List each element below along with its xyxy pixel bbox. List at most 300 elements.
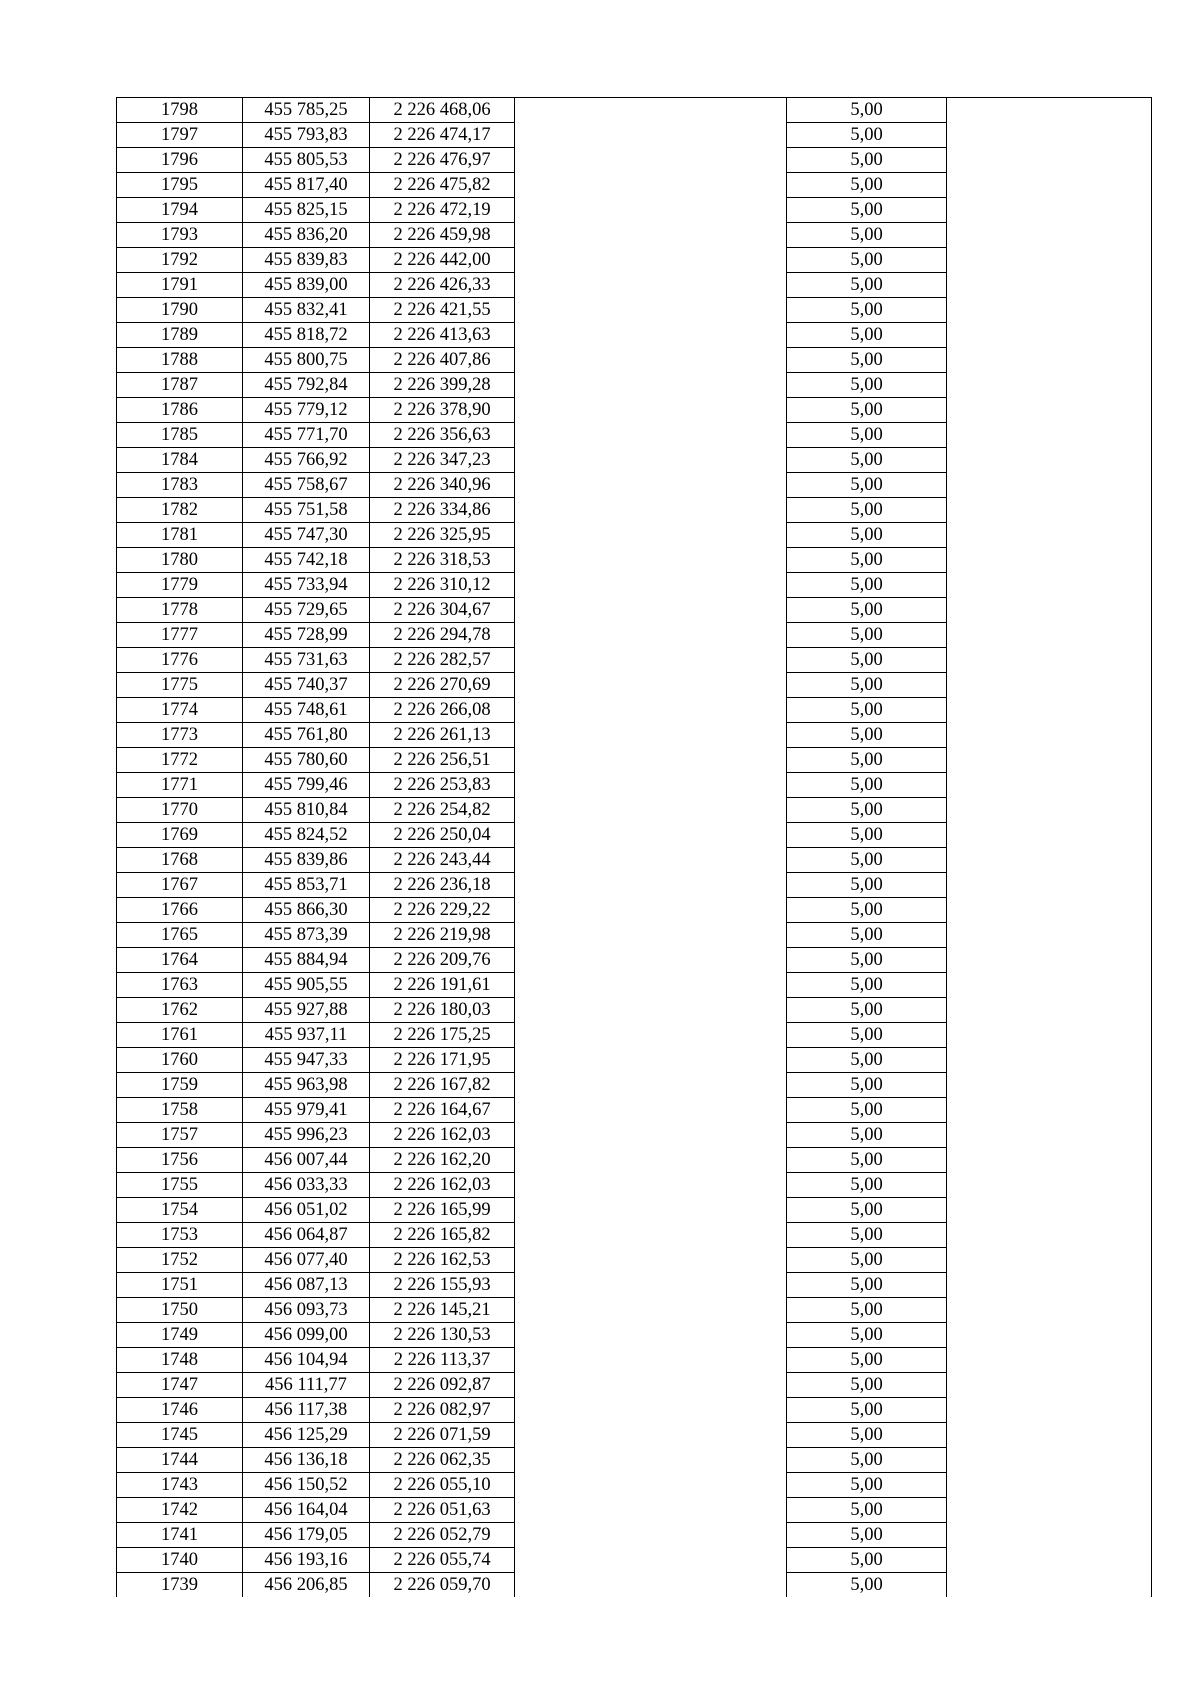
- empty-cell: [947, 523, 1152, 548]
- y-coordinate-cell: 2 226 175,25: [370, 1023, 515, 1048]
- table-row: [117, 498, 1152, 523]
- value-cell: 5,00: [787, 1223, 947, 1248]
- empty-cell: [515, 523, 787, 548]
- empty-cell: [515, 373, 787, 398]
- table-row: [117, 1498, 1152, 1523]
- empty-cell: [947, 1248, 1152, 1273]
- y-coordinate-cell: 2 226 413,63: [370, 323, 515, 348]
- empty-cell: [515, 848, 787, 873]
- x-coordinate-cell: 455 947,33: [243, 1048, 370, 1073]
- empty-cell: [947, 423, 1152, 448]
- table-row: [117, 1573, 1152, 1598]
- empty-cell: [947, 1148, 1152, 1173]
- point-number-cell: 1774: [117, 698, 243, 723]
- empty-cell: [515, 323, 787, 348]
- y-coordinate-cell: 2 226 399,28: [370, 373, 515, 398]
- x-coordinate-cell: 456 064,87: [243, 1223, 370, 1248]
- empty-cell: [947, 398, 1152, 423]
- table-row: [117, 1548, 1152, 1573]
- x-coordinate-cell: 456 007,44: [243, 1148, 370, 1173]
- value-cell: 5,00: [787, 673, 947, 698]
- value-cell: 5,00: [787, 1123, 947, 1148]
- table-row: [117, 948, 1152, 973]
- point-number-cell: 1794: [117, 198, 243, 223]
- point-number-cell: 1752: [117, 1248, 243, 1273]
- empty-cell: [515, 1423, 787, 1448]
- value-cell: 5,00: [787, 1298, 947, 1323]
- table-row: [117, 1023, 1152, 1048]
- value-cell: 5,00: [787, 398, 947, 423]
- y-coordinate-cell: 2 226 256,51: [370, 748, 515, 773]
- y-coordinate-cell: 2 226 340,96: [370, 473, 515, 498]
- point-number-cell: 1755: [117, 1173, 243, 1198]
- x-coordinate-cell: 456 179,05: [243, 1523, 370, 1548]
- y-coordinate-cell: 2 226 356,63: [370, 423, 515, 448]
- empty-cell: [515, 1473, 787, 1498]
- point-number-cell: 1765: [117, 923, 243, 948]
- y-coordinate-cell: 2 226 407,86: [370, 348, 515, 373]
- table-row: [117, 473, 1152, 498]
- table-row: [117, 1298, 1152, 1323]
- empty-cell: [947, 1473, 1152, 1498]
- empty-cell: [947, 973, 1152, 998]
- empty-cell: [947, 248, 1152, 273]
- empty-cell: [515, 248, 787, 273]
- point-number-cell: 1796: [117, 148, 243, 173]
- empty-cell: [947, 823, 1152, 848]
- x-coordinate-cell: 455 839,83: [243, 248, 370, 273]
- empty-cell: [947, 998, 1152, 1023]
- y-coordinate-cell: 2 226 162,53: [370, 1248, 515, 1273]
- y-coordinate-cell: 2 226 475,82: [370, 173, 515, 198]
- empty-cell: [947, 148, 1152, 173]
- table-row: [117, 448, 1152, 473]
- value-cell: 5,00: [787, 223, 947, 248]
- empty-cell: [947, 498, 1152, 523]
- table-row: [117, 1073, 1152, 1098]
- x-coordinate-cell: 455 866,30: [243, 898, 370, 923]
- value-cell: 5,00: [787, 798, 947, 823]
- empty-cell: [947, 1098, 1152, 1123]
- value-cell: 5,00: [787, 1473, 947, 1498]
- x-coordinate-cell: 455 825,15: [243, 198, 370, 223]
- x-coordinate-cell: 455 771,70: [243, 423, 370, 448]
- table-row: [117, 198, 1152, 223]
- table-row: [117, 1448, 1152, 1473]
- empty-cell: [515, 1198, 787, 1223]
- point-number-cell: 1750: [117, 1298, 243, 1323]
- table-row: [117, 223, 1152, 248]
- empty-cell: [515, 573, 787, 598]
- empty-cell: [515, 923, 787, 948]
- x-coordinate-cell: 456 051,02: [243, 1198, 370, 1223]
- x-coordinate-cell: 455 905,55: [243, 973, 370, 998]
- table-row: [117, 1173, 1152, 1198]
- y-coordinate-cell: 2 226 421,55: [370, 298, 515, 323]
- value-cell: 5,00: [787, 998, 947, 1023]
- empty-cell: [515, 1023, 787, 1048]
- table-row: [117, 1198, 1152, 1223]
- table-row: [117, 1123, 1152, 1148]
- table-row: [117, 1373, 1152, 1398]
- y-coordinate-cell: 2 226 180,03: [370, 998, 515, 1023]
- table-row: [117, 748, 1152, 773]
- empty-cell: [947, 373, 1152, 398]
- value-cell: 5,00: [787, 973, 947, 998]
- x-coordinate-cell: 455 728,99: [243, 623, 370, 648]
- empty-cell: [947, 1323, 1152, 1348]
- empty-cell: [947, 1073, 1152, 1098]
- empty-cell: [947, 273, 1152, 298]
- point-number-cell: 1768: [117, 848, 243, 873]
- value-cell: 5,00: [787, 1523, 947, 1548]
- empty-cell: [515, 1298, 787, 1323]
- point-number-cell: 1754: [117, 1198, 243, 1223]
- y-coordinate-cell: 2 226 092,87: [370, 1373, 515, 1398]
- value-cell: 5,00: [787, 923, 947, 948]
- y-coordinate-cell: 2 226 254,82: [370, 798, 515, 823]
- empty-cell: [947, 723, 1152, 748]
- empty-cell: [515, 348, 787, 373]
- x-coordinate-cell: 455 758,67: [243, 473, 370, 498]
- table-row: [117, 123, 1152, 148]
- table-row: [117, 598, 1152, 623]
- point-number-cell: 1753: [117, 1223, 243, 1248]
- x-coordinate-cell: 455 742,18: [243, 548, 370, 573]
- y-coordinate-cell: 2 226 055,74: [370, 1548, 515, 1573]
- x-coordinate-cell: 455 805,53: [243, 148, 370, 173]
- point-number-cell: 1751: [117, 1273, 243, 1298]
- empty-cell: [515, 1248, 787, 1273]
- empty-cell: [947, 1523, 1152, 1548]
- empty-cell: [947, 798, 1152, 823]
- point-number-cell: 1749: [117, 1323, 243, 1348]
- x-coordinate-cell: 455 839,00: [243, 273, 370, 298]
- x-coordinate-cell: 456 099,00: [243, 1323, 370, 1348]
- table-row: [117, 848, 1152, 873]
- y-coordinate-cell: 2 226 261,13: [370, 723, 515, 748]
- empty-cell: [515, 1073, 787, 1098]
- point-number-cell: 1776: [117, 648, 243, 673]
- value-cell: 5,00: [787, 873, 947, 898]
- x-coordinate-cell: 455 832,41: [243, 298, 370, 323]
- value-cell: 5,00: [787, 323, 947, 348]
- table-row: [117, 398, 1152, 423]
- point-number-cell: 1759: [117, 1073, 243, 1098]
- x-coordinate-cell: 456 111,77: [243, 1373, 370, 1398]
- empty-cell: [515, 773, 787, 798]
- value-cell: 5,00: [787, 1248, 947, 1273]
- table-row: [117, 298, 1152, 323]
- value-cell: 5,00: [787, 1323, 947, 1348]
- value-cell: 5,00: [787, 1373, 947, 1398]
- point-number-cell: 1790: [117, 298, 243, 323]
- y-coordinate-cell: 2 226 165,82: [370, 1223, 515, 1248]
- table-row: [117, 98, 1152, 123]
- empty-cell: [515, 1123, 787, 1148]
- empty-cell: [947, 348, 1152, 373]
- y-coordinate-cell: 2 226 294,78: [370, 623, 515, 648]
- y-coordinate-cell: 2 226 310,12: [370, 573, 515, 598]
- y-coordinate-cell: 2 226 059,70: [370, 1573, 515, 1598]
- table-row: [117, 573, 1152, 598]
- table-row: [117, 723, 1152, 748]
- empty-cell: [947, 1273, 1152, 1298]
- point-number-cell: 1764: [117, 948, 243, 973]
- table-row: [117, 923, 1152, 948]
- table-row: [117, 673, 1152, 698]
- empty-cell: [947, 223, 1152, 248]
- value-cell: 5,00: [787, 698, 947, 723]
- table-row: [117, 1273, 1152, 1298]
- table-row: [117, 423, 1152, 448]
- y-coordinate-cell: 2 226 162,03: [370, 1123, 515, 1148]
- empty-cell: [947, 898, 1152, 923]
- value-cell: 5,00: [787, 298, 947, 323]
- value-cell: 5,00: [787, 273, 947, 298]
- x-coordinate-cell: 455 800,75: [243, 348, 370, 373]
- x-coordinate-cell: 455 873,39: [243, 923, 370, 948]
- table-row: [117, 1398, 1152, 1423]
- point-number-cell: 1767: [117, 873, 243, 898]
- y-coordinate-cell: 2 226 062,35: [370, 1448, 515, 1473]
- x-coordinate-cell: 456 193,16: [243, 1548, 370, 1573]
- x-coordinate-cell: 455 799,46: [243, 773, 370, 798]
- empty-cell: [947, 1048, 1152, 1073]
- empty-cell: [947, 698, 1152, 723]
- y-coordinate-cell: 2 226 055,10: [370, 1473, 515, 1498]
- y-coordinate-cell: 2 226 236,18: [370, 873, 515, 898]
- table-row: [117, 623, 1152, 648]
- value-cell: 5,00: [787, 473, 947, 498]
- value-cell: 5,00: [787, 423, 947, 448]
- point-number-cell: 1779: [117, 573, 243, 598]
- empty-cell: [947, 1173, 1152, 1198]
- value-cell: 5,00: [787, 98, 947, 123]
- empty-cell: [515, 698, 787, 723]
- table-row: [117, 373, 1152, 398]
- y-coordinate-cell: 2 226 270,69: [370, 673, 515, 698]
- point-number-cell: 1791: [117, 273, 243, 298]
- empty-cell: [515, 748, 787, 773]
- y-coordinate-cell: 2 226 468,06: [370, 98, 515, 123]
- table-row: [117, 1248, 1152, 1273]
- empty-cell: [515, 948, 787, 973]
- point-number-cell: 1744: [117, 1448, 243, 1473]
- table-row: [117, 323, 1152, 348]
- y-coordinate-cell: 2 226 082,97: [370, 1398, 515, 1423]
- x-coordinate-cell: 455 748,61: [243, 698, 370, 723]
- value-cell: 5,00: [787, 1073, 947, 1098]
- point-number-cell: 1772: [117, 748, 243, 773]
- point-number-cell: 1769: [117, 823, 243, 848]
- x-coordinate-cell: 455 729,65: [243, 598, 370, 623]
- value-cell: 5,00: [787, 123, 947, 148]
- table-row: [117, 1523, 1152, 1548]
- y-coordinate-cell: 2 226 167,82: [370, 1073, 515, 1098]
- empty-cell: [947, 873, 1152, 898]
- y-coordinate-cell: 2 226 325,95: [370, 523, 515, 548]
- y-coordinate-cell: 2 226 051,63: [370, 1498, 515, 1523]
- point-number-cell: 1745: [117, 1423, 243, 1448]
- empty-cell: [515, 998, 787, 1023]
- empty-cell: [947, 1223, 1152, 1248]
- empty-cell: [515, 1373, 787, 1398]
- x-coordinate-cell: 455 979,41: [243, 1098, 370, 1123]
- x-coordinate-cell: 455 884,94: [243, 948, 370, 973]
- table-row: [117, 1473, 1152, 1498]
- empty-cell: [515, 973, 787, 998]
- empty-cell: [515, 473, 787, 498]
- value-cell: 5,00: [787, 1198, 947, 1223]
- y-coordinate-cell: 2 226 253,83: [370, 773, 515, 798]
- y-coordinate-cell: 2 226 162,03: [370, 1173, 515, 1198]
- empty-cell: [515, 548, 787, 573]
- value-cell: 5,00: [787, 148, 947, 173]
- empty-cell: [947, 1123, 1152, 1148]
- point-number-cell: 1777: [117, 623, 243, 648]
- empty-cell: [947, 1398, 1152, 1423]
- empty-cell: [515, 1573, 787, 1598]
- empty-cell: [515, 398, 787, 423]
- empty-cell: [947, 323, 1152, 348]
- empty-cell: [947, 648, 1152, 673]
- y-coordinate-cell: 2 226 334,86: [370, 498, 515, 523]
- y-coordinate-cell: 2 226 304,67: [370, 598, 515, 623]
- table-row: [117, 348, 1152, 373]
- x-coordinate-cell: 456 033,33: [243, 1173, 370, 1198]
- value-cell: 5,00: [787, 248, 947, 273]
- y-coordinate-cell: 2 226 113,37: [370, 1348, 515, 1373]
- empty-cell: [515, 598, 787, 623]
- empty-cell: [515, 823, 787, 848]
- y-coordinate-cell: 2 226 219,98: [370, 923, 515, 948]
- point-number-cell: 1789: [117, 323, 243, 348]
- value-cell: 5,00: [787, 573, 947, 598]
- table-row: [117, 698, 1152, 723]
- table-row: [117, 273, 1152, 298]
- point-number-cell: 1742: [117, 1498, 243, 1523]
- empty-cell: [947, 298, 1152, 323]
- point-number-cell: 1758: [117, 1098, 243, 1123]
- table-row: [117, 1098, 1152, 1123]
- empty-cell: [947, 1548, 1152, 1573]
- x-coordinate-cell: 456 104,94: [243, 1348, 370, 1373]
- value-cell: 5,00: [787, 1573, 947, 1598]
- y-coordinate-cell: 2 226 426,33: [370, 273, 515, 298]
- empty-cell: [947, 673, 1152, 698]
- empty-cell: [515, 1098, 787, 1123]
- table-row: [117, 248, 1152, 273]
- table-row: [117, 823, 1152, 848]
- point-number-cell: 1792: [117, 248, 243, 273]
- empty-cell: [947, 173, 1152, 198]
- y-coordinate-cell: 2 226 130,53: [370, 1323, 515, 1348]
- empty-cell: [947, 773, 1152, 798]
- point-number-cell: 1781: [117, 523, 243, 548]
- coordinates-table: [116, 97, 1152, 1597]
- point-number-cell: 1780: [117, 548, 243, 573]
- y-coordinate-cell: 2 226 476,97: [370, 148, 515, 173]
- x-coordinate-cell: 455 779,12: [243, 398, 370, 423]
- empty-cell: [947, 848, 1152, 873]
- point-number-cell: 1740: [117, 1548, 243, 1573]
- empty-cell: [515, 1223, 787, 1248]
- x-coordinate-cell: 455 785,25: [243, 98, 370, 123]
- x-coordinate-cell: 455 731,63: [243, 648, 370, 673]
- point-number-cell: 1793: [117, 223, 243, 248]
- point-number-cell: 1773: [117, 723, 243, 748]
- y-coordinate-cell: 2 226 165,99: [370, 1198, 515, 1223]
- point-number-cell: 1795: [117, 173, 243, 198]
- point-number-cell: 1783: [117, 473, 243, 498]
- point-number-cell: 1785: [117, 423, 243, 448]
- x-coordinate-cell: 456 206,85: [243, 1573, 370, 1598]
- value-cell: 5,00: [787, 648, 947, 673]
- empty-cell: [947, 1298, 1152, 1323]
- empty-cell: [947, 1023, 1152, 1048]
- table-row: [117, 873, 1152, 898]
- point-number-cell: 1741: [117, 1523, 243, 1548]
- value-cell: 5,00: [787, 1398, 947, 1423]
- point-number-cell: 1787: [117, 373, 243, 398]
- value-cell: 5,00: [787, 498, 947, 523]
- value-cell: 5,00: [787, 1148, 947, 1173]
- x-coordinate-cell: 455 836,20: [243, 223, 370, 248]
- value-cell: 5,00: [787, 1173, 947, 1198]
- value-cell: 5,00: [787, 898, 947, 923]
- x-coordinate-cell: 455 761,80: [243, 723, 370, 748]
- point-number-cell: 1739: [117, 1573, 243, 1598]
- point-number-cell: 1771: [117, 773, 243, 798]
- point-number-cell: 1748: [117, 1348, 243, 1373]
- x-coordinate-cell: 455 937,11: [243, 1023, 370, 1048]
- empty-cell: [515, 1448, 787, 1473]
- y-coordinate-cell: 2 226 472,19: [370, 198, 515, 223]
- empty-cell: [947, 598, 1152, 623]
- empty-cell: [515, 198, 787, 223]
- y-coordinate-cell: 2 226 171,95: [370, 1048, 515, 1073]
- table-row: [117, 898, 1152, 923]
- empty-cell: [515, 173, 787, 198]
- y-coordinate-cell: 2 226 209,76: [370, 948, 515, 973]
- empty-cell: [947, 748, 1152, 773]
- point-number-cell: 1786: [117, 398, 243, 423]
- table-row: [117, 548, 1152, 573]
- x-coordinate-cell: 456 150,52: [243, 1473, 370, 1498]
- x-coordinate-cell: 456 087,13: [243, 1273, 370, 1298]
- value-cell: 5,00: [787, 373, 947, 398]
- value-cell: 5,00: [787, 1273, 947, 1298]
- empty-cell: [515, 1398, 787, 1423]
- value-cell: 5,00: [787, 198, 947, 223]
- coordinates-table-body: [117, 98, 1152, 1598]
- empty-cell: [947, 473, 1152, 498]
- table-row: [117, 1348, 1152, 1373]
- value-cell: 5,00: [787, 1023, 947, 1048]
- empty-cell: [515, 1173, 787, 1198]
- x-coordinate-cell: 455 817,40: [243, 173, 370, 198]
- table-row: [117, 148, 1152, 173]
- point-number-cell: 1760: [117, 1048, 243, 1073]
- empty-cell: [515, 873, 787, 898]
- x-coordinate-cell: 455 810,84: [243, 798, 370, 823]
- table-row: [117, 798, 1152, 823]
- value-cell: 5,00: [787, 173, 947, 198]
- point-number-cell: 1782: [117, 498, 243, 523]
- y-coordinate-cell: 2 226 052,79: [370, 1523, 515, 1548]
- y-coordinate-cell: 2 226 266,08: [370, 698, 515, 723]
